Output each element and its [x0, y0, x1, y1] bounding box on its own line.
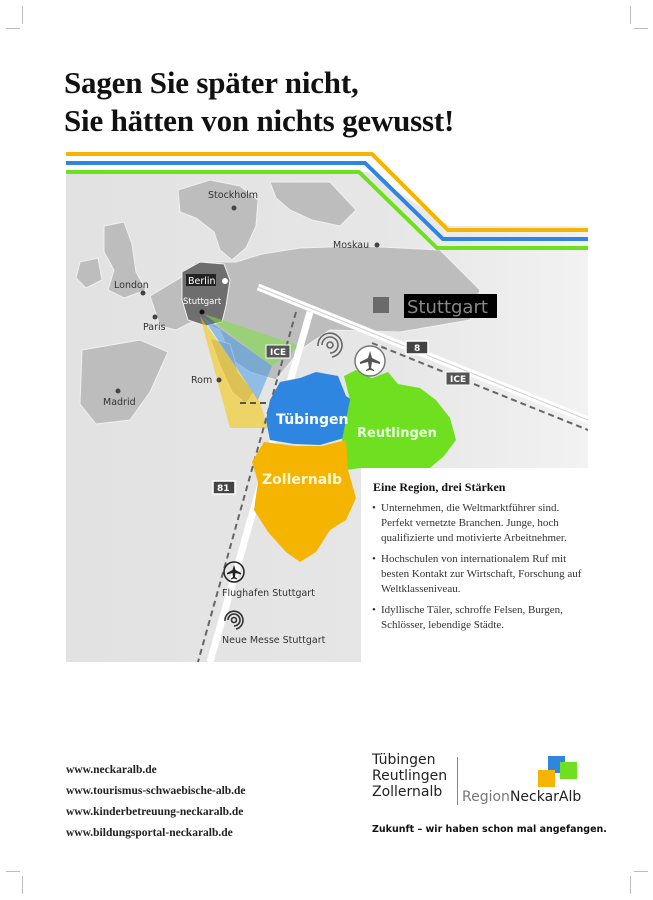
- city-stockholm: Stockholm: [208, 190, 259, 201]
- svg-text:ICE: ICE: [450, 375, 467, 385]
- label-reutlingen: Reutlingen: [357, 426, 437, 441]
- logo-city-reutlingen: Reutlingen: [372, 768, 448, 784]
- info-box-title: Eine Region, drei Stärken: [373, 480, 506, 494]
- website-links: [66, 760, 246, 844]
- legend-airport-label: Flughafen Stuttgart: [222, 588, 315, 599]
- city-london: London: [114, 280, 149, 291]
- legend-messe-label: Neue Messe Stuttgart: [222, 635, 326, 646]
- headline-line-2: Sie hätten von nichts gewusst!: [64, 103, 455, 138]
- stuttgart-marker: [373, 297, 389, 313]
- logo-brand: [462, 789, 581, 805]
- logo-separator: [457, 757, 458, 805]
- logo-brand-region: Region: [462, 789, 510, 805]
- logo-brand-neckaralb: NeckarAlb: [509, 789, 582, 805]
- a81-sign: [213, 481, 235, 494]
- link-kinderbetreuung[interactable]: www.kinderbetreuung-neckaralb.de: [66, 806, 244, 818]
- city-paris: Paris: [143, 322, 166, 333]
- info-bullet: • Idyllische Täler, schroffe Felsen, Burgen, Schlösser, lebendige Städte.: [381, 603, 591, 633]
- tagline: Zukunft – wir haben schon mal angefangen.: [372, 824, 607, 835]
- logo-cities: [372, 752, 447, 800]
- ice-sign-right: [446, 372, 470, 385]
- logo-square-orange: [538, 770, 555, 787]
- info-bullet: • Unternehmen, die Weltmarktführer sind. Perfekt vernetzte Branchen. Junge, hoch qualifizierte und motivierte Arbeitnehmer.: [381, 501, 591, 546]
- city-madrid: Madrid: [103, 397, 136, 408]
- city-rom: Rom: [191, 375, 213, 386]
- logo-city-tuebingen: Tübingen: [372, 752, 436, 768]
- airport-icon: [355, 346, 385, 376]
- label-zollernalb: Zollernalb: [262, 472, 343, 488]
- logo-city-zollernalb: Zollernalb: [372, 784, 443, 800]
- label-tuebingen: Tübingen: [276, 412, 349, 428]
- ice-sign-left: [266, 345, 290, 358]
- city-moskau: Moskau: [333, 240, 370, 251]
- city-stuttgart-small: Stuttgart: [183, 297, 222, 307]
- logo-square-green: [560, 762, 577, 779]
- info-bullet: • Hochschulen von internationalem Ruf mit besten Kontakt zur Wirtschaft, Forschung auf Weltklasseniveau.: [381, 552, 591, 597]
- svg-text:ICE: ICE: [270, 348, 287, 358]
- city-berlin: Berlin: [188, 276, 216, 287]
- headline-line-1: Sagen Sie später nicht,: [64, 65, 359, 100]
- link-tourismus[interactable]: www.tourismus-schwaebische-alb.de: [66, 785, 246, 797]
- germany-shape: [182, 262, 230, 326]
- link-bildungsportal[interactable]: www.bildungsportal-neckaralb.de: [66, 827, 233, 839]
- info-box-list: [361, 501, 591, 633]
- info-box: [361, 470, 591, 666]
- svg-text:8: 8: [414, 344, 421, 354]
- stuttgart-label: Stuttgart: [407, 297, 488, 318]
- a8-sign: [406, 341, 428, 354]
- svg-text:81: 81: [217, 484, 230, 494]
- link-neckaralb[interactable]: www.neckaralb.de: [66, 764, 157, 776]
